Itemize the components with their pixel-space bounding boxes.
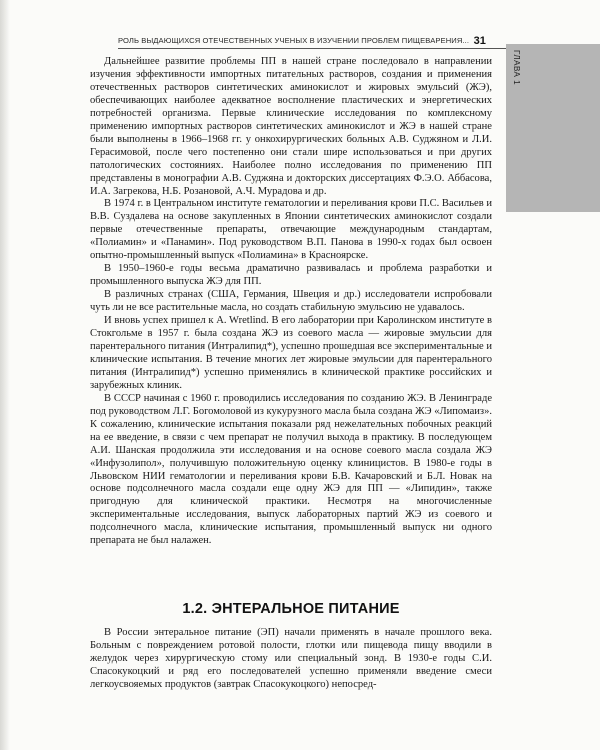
paragraph: В 1950–1960-е годы весьма драматично развивалась и проблема разработки и промышленного выпуска ЖЭ для ПП. xyxy=(90,263,492,288)
paragraph: В СССР начиная с 1960 г. проводились исследования по созданию ЖЭ. В Ленинграде под руководством Л.Г. Богомоловой из кукурузного масла была создана ЖЭ «Липомаиз». К сожалению, клинические испытания показали ряд нежелательных побочных реакций на ее введение, в связи с чем препарат не получил выхода в практику. В последующем А.И. Шанская продолжила эти исследования и на основе соевого масла создала ЖЭ «Инфузолипол», получившую положительную оценку клиницистов. В 1980-е годы в Львовском НИИ гематологии и переливания крови Б.В. Качаровский и Б.Л. Новак на основе подсолнечного масла создали еще одну ЖЭ для ПП — «Липидин», также пригодную для клинической практики. Несмотря на многочисленные экспериментальные исследования, выпуск лабораторных партий ЖЭ из соевого и подсолнечного масла, клинические испытания, промышленный выпуск ни одного препарата не был налажен. xyxy=(90,392,492,547)
page-number: 31 xyxy=(473,35,486,47)
paragraph: В 1974 г. в Центральном институте гематологии и переливания крови П.С. Васильев и В.В. Суздалева на основе закупленных в Японии синтетических аминокислот создали первые отечественные препараты, отвечающие международным стандартам, «Полиамин» и «Панамин». Под руководством В.П. Панова в 1990-х годах был освоен опытно-промышленный выпуск «Полиамина» в Красноярске. xyxy=(90,198,492,262)
chapter-tab-label: ГЛАВА 1 xyxy=(512,50,521,86)
section-body-text xyxy=(90,627,492,692)
page-gutter-shadow xyxy=(0,0,10,750)
paragraph: В различных странах (США, Германия, Швеция и др.) исследователи испробовали чуть ли не все растительные масла, но создать стабильную эмульсию не удавалось. xyxy=(90,289,492,314)
running-header-title: РОЛЬ ВЫДАЮЩИХСЯ ОТЕЧЕСТВЕННЫХ УЧЕНЫХ В ИЗУЧЕНИИ ПРОБЛЕМ ПИЩЕВАРЕНИЯ... xyxy=(118,36,470,45)
running-header xyxy=(118,34,508,49)
paragraph: В России энтеральное питание (ЭП) начали применять в начале прошлого века. Больным с повреждением ротовой полости, глотки или пищевода пищу вводили в желудок через хирургическую стому или специальный зонд. В 1930-е годы С.И. Спасокукоцкий и ряд его последователей успешно применяли введение смеси легкоусвояемых продуктов (завтрак Спасокукоцкого) непосред- xyxy=(90,627,492,690)
body-text xyxy=(90,56,492,548)
paragraph: Дальнейшее развитие проблемы ПП в нашей стране последовало в направлении изучения эффективности импортных питательных растворов, создания и применения отечественных растворов синтетических аминокислот и жировых эмульсий (ЖЭ), обеспечивающих наиболее адекватное восполнение пластических и энергетических потребностей организма. Первые клинические исследования по комплексному применению импортных растворов синтетических аминокислот и ЖЭ в нашей стране были выполнены в 1966–1968 гг. у онкохирургических больных А.В. Суджяном и Л.И. Герасимовой, после чего постепенно они стали шире использоваться и при других патологических состояниях. Наиболее полно исследования по применению ПП представлены в монографии А.В. Суджяна и докторских диссертациях Ф.Э.О. Аббасова, И.А. Загрекова, Н.Б. Розановой, А.Ч. Мурадова и др. xyxy=(90,56,492,197)
paragraph: И вновь успех пришел к A. Wretlind. В его лаборатории при Каролинском институте в Стокгольме в 1957 г. была создана ЖЭ из соевого масла — жировые эмульсии для парентерального питания (Интралипид*), успешно прошедшая все экспериментальные и клинические испытания. В течение многих лет жировые эмульсии для парентерального питания (Интралипид*) успешно применялись в клинической практике российских и зарубежных клиник. xyxy=(90,315,492,391)
section-heading: 1.2. ЭНТЕРАЛЬНОЕ ПИТАНИЕ xyxy=(182,601,400,617)
chapter-side-tab xyxy=(506,44,600,212)
